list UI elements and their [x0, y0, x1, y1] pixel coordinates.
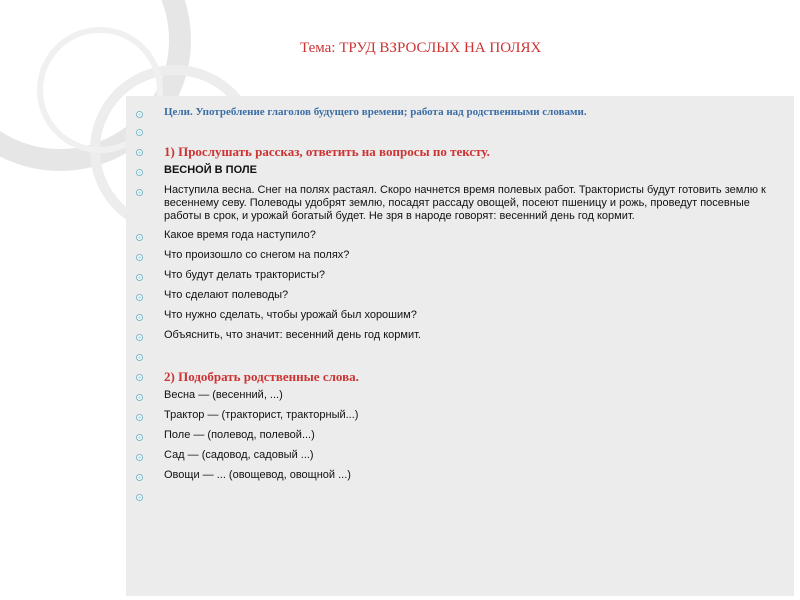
task-2: [136, 367, 776, 389]
task-2-text: 2) Подобрать родственные слова.: [164, 369, 359, 384]
goals-line: [136, 106, 776, 124]
empty-line: [136, 349, 776, 367]
word-text: Весна — (весенний, ...): [164, 389, 283, 401]
word-text: Сад — (садовод, садовый ...): [164, 449, 314, 461]
word-text: Поле — (полевод, полевой...): [164, 429, 315, 441]
question-text: Что сделают полеводы?: [164, 289, 289, 301]
empty-line: [136, 124, 776, 142]
bullet-icon: [136, 149, 143, 156]
word-item: [136, 409, 776, 429]
question-text: Что произошло со снегом на полях?: [164, 249, 350, 261]
question-item: [136, 269, 776, 289]
bullet-icon: [136, 129, 143, 136]
question-text: Объяснить, что значит: весенний день год кормит.: [164, 329, 421, 341]
bullet-icon: [136, 354, 143, 361]
question-item: [136, 289, 776, 309]
bullet-icon: [136, 314, 143, 321]
goals-text: Цели. Употребление глаголов будущего времени; работа над родственными словами.: [164, 106, 587, 118]
bullet-icon: [136, 414, 143, 421]
question-item: [136, 309, 776, 329]
word-text: Овощи — ... (овощевод, овощной ...): [164, 469, 351, 481]
bullet-icon: [136, 294, 143, 301]
story-title-text: ВЕСНОЙ В ПОЛЕ: [164, 164, 257, 176]
question-text: Что нужно сделать, чтобы урожай был хорошим?: [164, 309, 417, 321]
bullet-icon: [136, 111, 143, 118]
bullet-icon: [136, 474, 143, 481]
word-text: Трактор — (тракторист, тракторный...): [164, 409, 359, 421]
empty-line: [136, 489, 776, 507]
bullet-icon: [136, 394, 143, 401]
task-1: [136, 142, 776, 164]
task-1-text: 1) Прослушать рассказ, ответить на вопросы по тексту.: [164, 144, 490, 159]
slide-title: Тема: ТРУД ВЗРОСЛЫХ НА ПОЛЯХ: [300, 40, 542, 56]
story-title: [136, 164, 776, 184]
word-item: [136, 389, 776, 409]
bullet-icon: [136, 434, 143, 441]
word-item: [136, 449, 776, 469]
word-item: [136, 469, 776, 489]
bullet-icon: [136, 169, 143, 176]
question-item: [136, 329, 776, 349]
bullet-icon: [136, 494, 143, 501]
question-text: Какое время года наступило?: [164, 229, 316, 241]
word-item: [136, 429, 776, 449]
bullet-icon: [136, 274, 143, 281]
bullet-icon: [136, 374, 143, 381]
question-item: [136, 249, 776, 269]
story-text: [136, 184, 776, 223]
bullet-icon: [136, 454, 143, 461]
question-text: Что будут делать трактористы?: [164, 269, 325, 281]
bullet-icon: [136, 189, 143, 196]
content-list: [136, 106, 776, 507]
bullet-icon: [136, 234, 143, 241]
bullet-icon: [136, 254, 143, 261]
bullet-icon: [136, 334, 143, 341]
story-body: Наступила весна. Снег на полях растаял. Скоро начнется время полевых работ. Трактористы будут готовить землю к весеннему севу. Полеводы удобрят землю, посадят рассаду овощей, посеют пшеницу и рожь, проведут посевные работы в срок, и урожай богатый будет. Не зря в народе говорят: весенний день год кормит.: [164, 184, 766, 222]
question-item: [136, 229, 776, 249]
